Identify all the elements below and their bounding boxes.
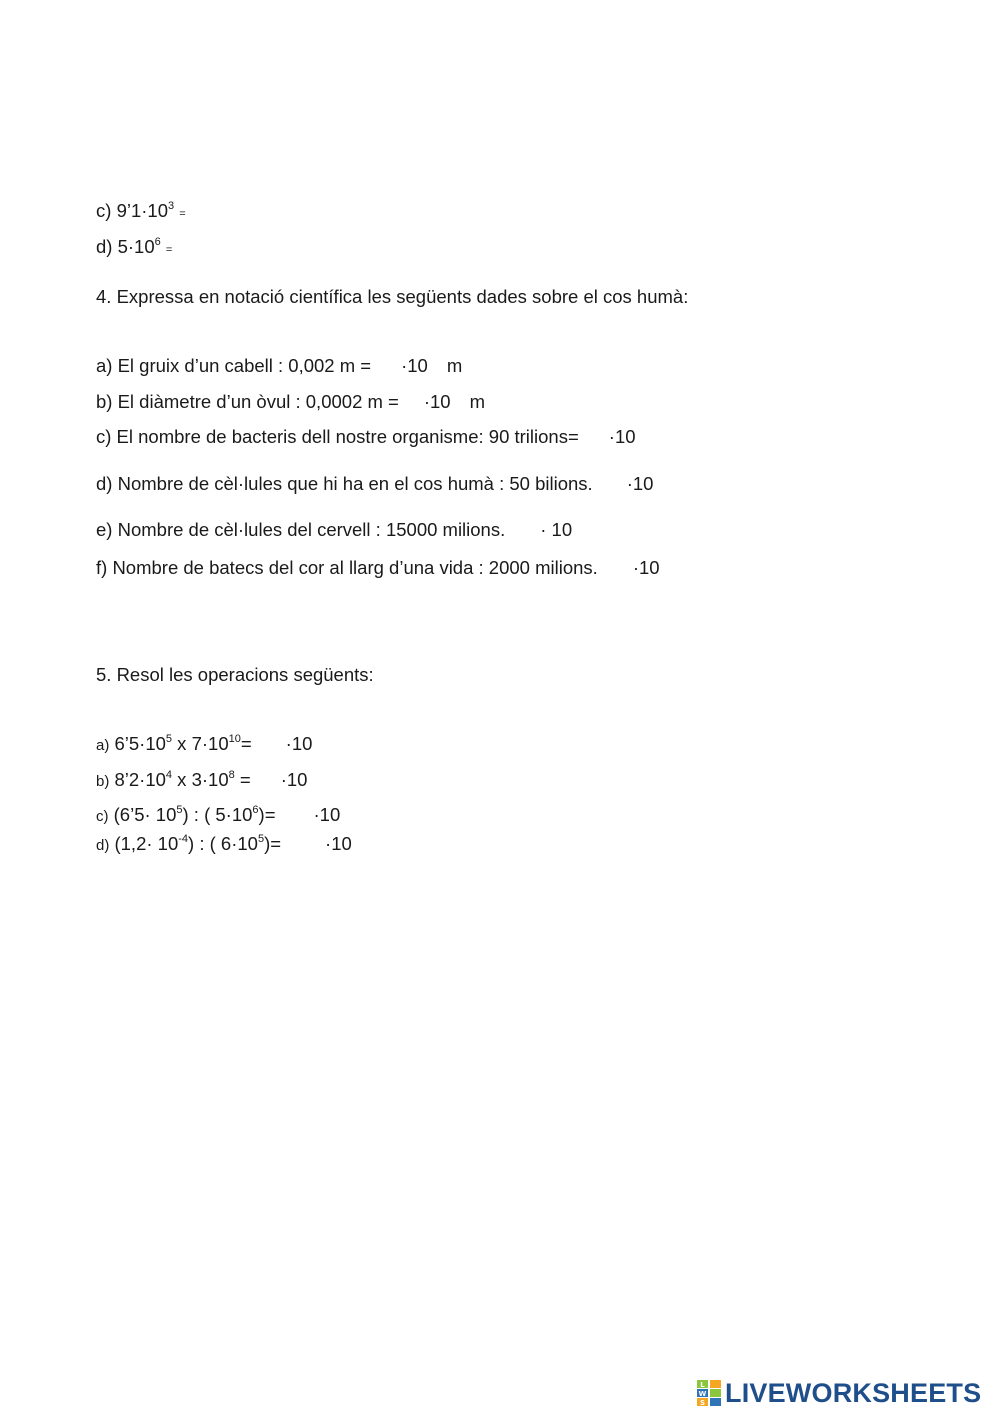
section-5-title: 5. Resol les operacions següents: [96, 664, 374, 685]
expr-part: = [240, 733, 252, 754]
exercise-5d [96, 835, 352, 854]
exercise-4d [96, 475, 653, 494]
expr-part: x 3·10 [172, 769, 229, 790]
exercise-3d [96, 238, 172, 257]
item-text: b) El diàmetre d’un òvul : 0,0002 m = [96, 391, 399, 412]
expr-part: 8’2·10 [114, 769, 166, 790]
answer-blank: ·10 [401, 355, 428, 376]
expr-part: ) : ( 5·10 [182, 804, 253, 825]
expr-part: (1,2· 10 [114, 833, 179, 854]
item-label: a) [96, 737, 110, 754]
item-text: d) Nombre de cèl·lules que hi ha en el cos humà : 50 bilions. [96, 473, 593, 494]
brand-text[interactable]: LIVEWORKSHEETS [725, 1377, 982, 1408]
item-label: c) [96, 808, 109, 825]
expr-part: x 7·10 [172, 733, 229, 754]
unit: m [446, 355, 463, 376]
svg-text:S: S [699, 1399, 706, 1406]
expr-part: (6’5· 10 [113, 804, 177, 825]
expr-part: )= [258, 804, 276, 825]
expr-exponent: -4 [178, 833, 189, 845]
answer-blank: ·10 [325, 833, 352, 854]
answer-blank: · 10 [540, 519, 573, 540]
answer-blank: ·10 [280, 769, 308, 790]
item-equals: = [179, 208, 186, 220]
answer-blank: ·10 [632, 557, 660, 578]
unit: m [469, 391, 486, 412]
expr-exponent: 5 [257, 833, 265, 845]
item-text: c) El nombre de bacteris dell nostre organisme: 90 trilions= [96, 426, 579, 447]
expr-part: ) : ( 6·10 [188, 833, 258, 854]
item-label: c) [96, 200, 112, 221]
liveworksheets-brand [697, 1378, 981, 1408]
exercise-3c [96, 202, 186, 221]
item-label: d) [96, 837, 110, 854]
answer-blank: ·10 [423, 391, 451, 412]
expr-exponent: 5 [165, 733, 173, 745]
item-base: 5·10 [117, 236, 155, 257]
item-text: e) Nombre de cèl·lules del cervell : 15000 milions. [96, 519, 506, 540]
answer-blank: ·10 [285, 733, 313, 754]
answer-blank: ·10 [313, 804, 341, 825]
liveworksheets-logo-icon [697, 1380, 721, 1406]
item-base: 9’1·10 [116, 200, 168, 221]
exercise-4f [96, 559, 660, 578]
answer-blank: ·10 [608, 426, 636, 447]
exercise-5a [96, 735, 312, 754]
item-exponent: 6 [154, 236, 161, 248]
svg-text:W: W [698, 1390, 707, 1398]
exercise-5c [96, 806, 340, 825]
expr-exponent: 4 [165, 769, 173, 781]
item-label: d) [96, 236, 113, 257]
exercise-4e [96, 521, 572, 540]
item-text: a) El gruix d’un cabell : 0,002 m = [96, 355, 372, 376]
item-text: f) Nombre de batecs del cor al llarg d’una vida : 2000 milions. [96, 557, 598, 578]
expr-part: )= [264, 833, 282, 854]
expr-part: 6’5·10 [114, 733, 166, 754]
answer-blank: ·10 [626, 473, 654, 494]
svg-text:L: L [700, 1381, 705, 1389]
expr-exponent: 5 [176, 804, 183, 816]
expr-exponent: 8 [228, 769, 235, 781]
exercise-4b [96, 393, 485, 412]
exercise-5b [96, 771, 307, 790]
item-equals: = [165, 244, 173, 256]
exercise-4c [96, 428, 636, 447]
expr-exponent: 6 [252, 804, 259, 816]
item-label: b) [96, 773, 110, 790]
exercise-4a [96, 357, 462, 376]
section-4-title: 4. Expressa en notació científica les següents dades sobre el cos humà: [96, 286, 689, 307]
expr-part: = [234, 769, 251, 790]
item-exponent: 3 [168, 200, 175, 212]
expr-exponent: 10 [228, 733, 241, 745]
